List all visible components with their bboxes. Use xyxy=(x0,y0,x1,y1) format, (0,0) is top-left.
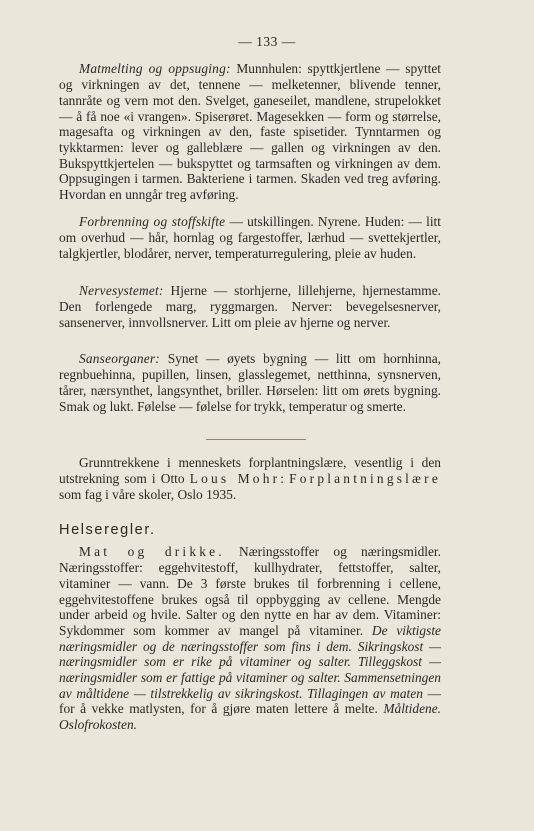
paragraph-lead: Nervesystemet: xyxy=(79,283,164,299)
italic-text: De viktigste næringsmidler og de næringsstoffer som fins i dem. Sikringskost — næringsmidler som er rike på vitaminer og salter. Tilleggskost — næringsmidler som er fattige på vitaminer og salter. Sammensetningen av måltidene — tilstrekkelig av sikringskost. Tillagingen av maten xyxy=(59,622,441,701)
paragraph-sanseorganer xyxy=(59,351,441,414)
punctuation: : xyxy=(280,471,290,487)
paragraph-text: Grunntrekkene i menneskets forplantningslære, vesentlig i den utstrekning som i Otto xyxy=(59,455,441,487)
paragraph-text: Synet — øyets bygning — litt om hornhinna, regnbuehinna, pupillen, linsen, glasslegemet, netthinna, synsnerven, tårer, nærsynthet, langsynthet, briller. Hørselen: litt om ørets bygning. Smak og lukt. Følelse — følelse for trykk, temperatur og smerte. xyxy=(59,351,441,414)
paragraph-matmelting xyxy=(59,61,441,202)
paragraph-forbrenning xyxy=(59,214,441,261)
paragraph-mat-og-drikke xyxy=(59,544,441,732)
paragraph-text: Munnhulen: spyttkjertlene — spyttet og virkningen av det, tennene — melketenner, blivende tenner, tannråte og vern mot den. Svelget, ganeseilet, mandlene, strupelokket — å få noe «i vrangen». Spiserøret. Magesekken — form og størrelse, magesafta og virkningen av den, faste spisetider. Tynntarmen og tykktarmen: lever og galleblære — gallen og virkningen av den. Bukspyttkjertelen — bukspyttet og tarmsaften og virkningen av dem. Oppsugingen i tarmen. Bakteriene i tarmen. Skaden ved treg avføring. Hvordan en unngår treg avføring. xyxy=(59,61,441,203)
paragraph-text: — utskillingen. Nyrene. Huden: — litt om overhud — hår, hornlag og fargestoffer, lærhud — svettekjertler, talgkjertler, blodårer, nerver, temperaturregulering, pleie av huden. xyxy=(59,214,441,261)
paragraph-text: — for å vekke matlysten, for å gjøre maten lettere å melte. xyxy=(59,685,441,717)
paragraph-lead: Matmelting og oppsuging: xyxy=(79,61,231,77)
page-number: — 133 — xyxy=(238,34,296,49)
book-title: Forplantningslære xyxy=(289,471,441,487)
section-heading: Helseregler. xyxy=(59,522,156,538)
paragraph-lead: Forbrenning og stoffskifte xyxy=(79,214,226,230)
paragraph-text: Næringsstoffer og næringsmidler. Næringsstoffer: eggehvitestoff, kullhydrater, fettstoffer, salter, vitaminer — vann. De 3 første brukes til forbrenning i cellene, eggehvitestoffene brukes også til oppbygging av cellene. Mengde under arbeid og hvile. Salter og den nytte en har av dem. Vitaminer: Sykdommer som kommer av mangel på vitaminer. xyxy=(59,544,441,638)
paragraph-grunntrekk xyxy=(59,455,441,502)
author-name: Lous Mohr xyxy=(189,471,281,487)
paragraph-text: Hjerne — storhjerne, lillehjerne, hjernestamme. Den forlengede marg, ryggmargen. Nerver: bevegelsesnerver, sansenerver, innvollsnerver. Litt om pleie av hjerne og nerver. xyxy=(59,283,441,330)
paragraph-lead: Sanseorganer: xyxy=(79,351,160,367)
paragraph-lead: Mat og drikke. xyxy=(79,544,225,560)
italic-text: Måltidene. Oslofrokosten. xyxy=(59,701,441,733)
section-divider xyxy=(206,439,306,440)
paragraph-text: som fag i våre skoler, Oslo 1935. xyxy=(59,486,237,502)
paragraph-nervesystemet xyxy=(59,283,441,330)
